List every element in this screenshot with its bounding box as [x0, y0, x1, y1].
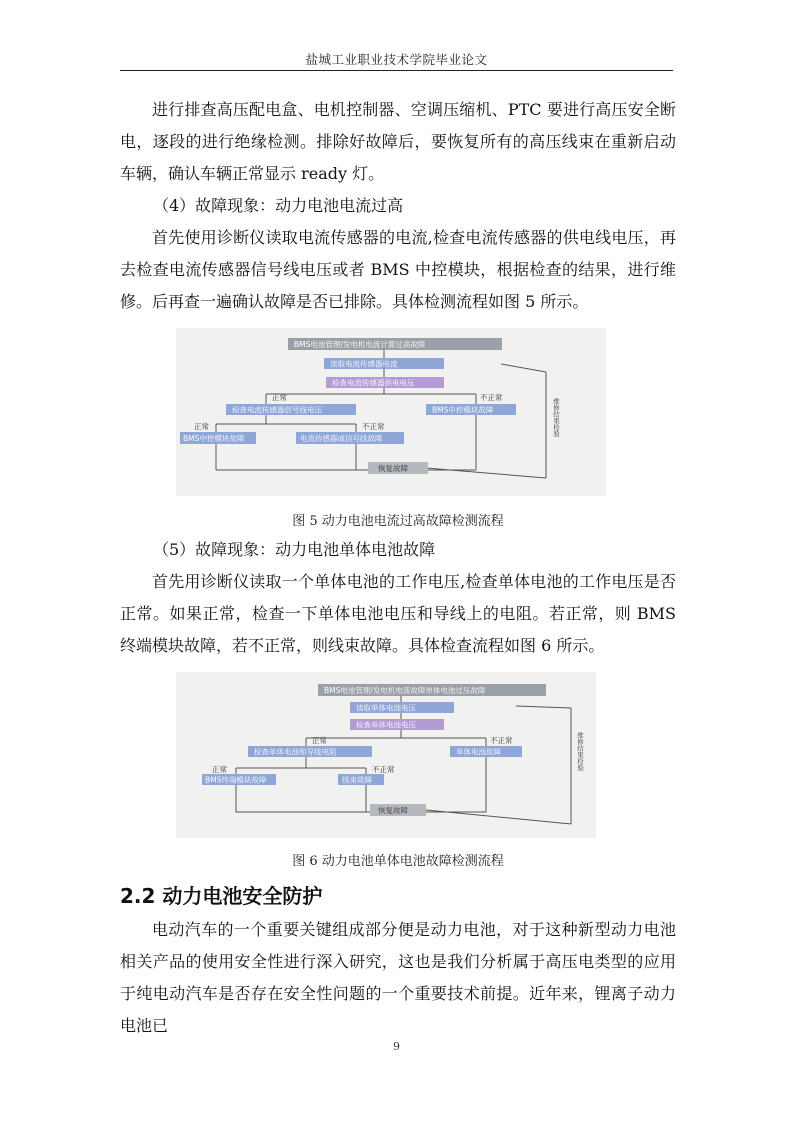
- fig6-label-abnormal-1: 不正常: [490, 736, 513, 745]
- fig5-side-note: 维修结果检验: [552, 398, 560, 437]
- paragraph-cell-fault: 首先用诊断仪读取一个单体电池的工作电压,检查单体电池的工作电压是否正常。如果正常，检查一下单体电池电压和导线上的电阻。若正常，则 BMS 终端模块故障，若不正常，则线束故障。具体检查流程如图 6 所示。: [120, 572, 676, 655]
- fig5-label-normal-1: 正常: [272, 393, 287, 402]
- figure-6-caption: 图 6 动力电池单体电池故障检测流程: [292, 854, 504, 869]
- figure-5-caption: 图 5 动力电池电流过高故障检测流程: [292, 514, 504, 529]
- header-rule: [120, 70, 673, 71]
- fig6-text-check-wire: 检查单体电池和导线电阻: [254, 747, 337, 757]
- fig5-text-bms-module: BMS中控模块故障: [432, 405, 494, 415]
- figure-5-svg: [176, 328, 606, 496]
- fig5-label-normal-2: 正常: [194, 422, 209, 431]
- fig6-label-normal-1: 正常: [312, 736, 327, 745]
- fig5-text-check-supply: 检查电流传感器供电电压: [332, 378, 415, 388]
- fig5-text-read: 读取电流传感器电流: [330, 359, 398, 369]
- fig6-text-read: 读取单体电池电压: [356, 703, 416, 713]
- fig5-label-abnormal-2: 不正常: [362, 422, 385, 431]
- fig5-text-bms-module-bottom: BMS中控模块故障: [183, 434, 245, 443]
- heading-fault-5: （5）故障现象：动力电池单体电池故障: [153, 540, 436, 559]
- fig6-text-harness: 线束故障: [342, 775, 372, 785]
- page-number: 9: [393, 1040, 400, 1053]
- figure-6-svg: [176, 672, 596, 838]
- fig6-text-top: BMS电池管理/发电机电流故障单体电池过压故障: [324, 686, 486, 695]
- paragraph-insulation: 进行排查高压配电盒、电机控制器、空调压缩机、PTC 要进行高压安全断电，逐段的进行绝缘检测。排除好故障后，要恢复所有的高压线束在重新启动车辆，确认车辆正常显示 ready 灯。: [120, 100, 676, 183]
- paragraph-battery-safety: 电动汽车的一个重要关键组成部分便是动力电池，对于这种新型动力电池相关产品的使用安全性进行深入研究，这也是我们分析属于高压电类型的应用于纯电动汽车是否存在安全性问题的一个重要技术前提。近年来，锂离子动力电池已: [120, 920, 676, 1035]
- figure-6-flowchart: [176, 672, 596, 838]
- fig5-text-sensor-fault: 电流传感器或信号线故障: [300, 434, 383, 443]
- section-heading-2-2: 2.2 动力电池安全防护: [120, 884, 323, 908]
- heading-fault-4: （4）故障现象：动力电池电流过高: [153, 196, 404, 215]
- fig6-side-note: 维修结果检验: [576, 732, 584, 771]
- fig6-label-abnormal-2: 不正常: [372, 765, 395, 774]
- running-header: 盐城工业职业技术学院毕业论文: [305, 52, 488, 67]
- fig5-text-recover: 恢复故障: [378, 464, 408, 473]
- figure-5-flowchart: [176, 328, 606, 496]
- fig6-text-cell-fault: 单体电池故障: [456, 747, 501, 757]
- paragraph-current-fault: 首先使用诊断仪读取电流传感器的电流,检查电流传感器的供电线电压，再去检查电流传感器信号线电压或者 BMS 中控模块，根据检查的结果，进行维修。后再查一遍确认故障是否已排除。具体检测流程如图 5 所示。: [120, 228, 676, 311]
- fig5-text-top: BMS电池管理/发电机电流计算过高故障: [294, 340, 426, 349]
- fig5-text-check-signal: 检查电流传感器信号线电压: [232, 405, 322, 415]
- fig6-text-bms-terminal: BMS终端模块故障: [205, 775, 267, 785]
- fig6-label-normal-2: 正常: [212, 765, 227, 774]
- fig6-text-check-voltage: 检查单体电池电压: [356, 720, 416, 730]
- fig6-text-recover: 恢复故障: [378, 806, 408, 815]
- fig5-label-abnormal-1: 不正常: [480, 393, 503, 402]
